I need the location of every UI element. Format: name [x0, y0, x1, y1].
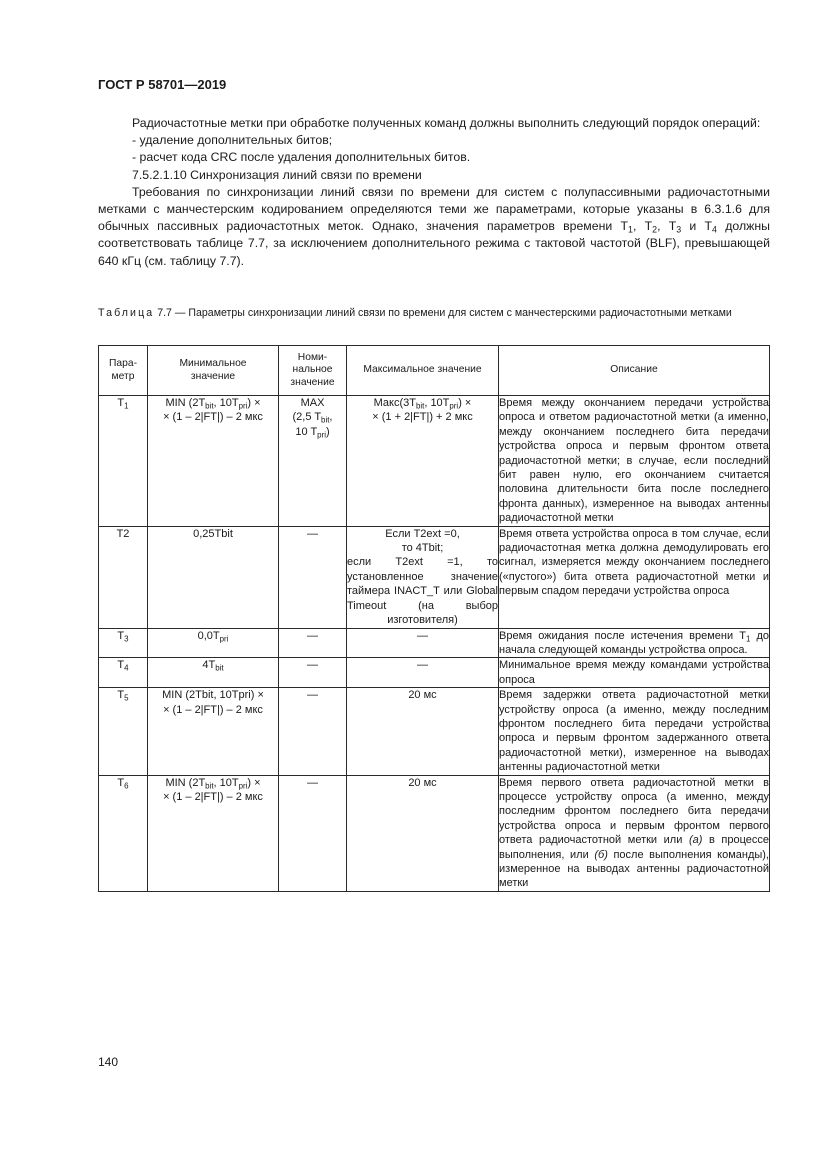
list-item: - расчет кода CRC после удаления дополнительных битов. [132, 150, 471, 165]
table-row [99, 688, 770, 775]
cell-nom: — [279, 688, 347, 775]
header-param: Пара- метр [99, 346, 148, 396]
page-number: 140 [98, 1055, 119, 1069]
cell-max: — [347, 628, 499, 658]
table-header-row [99, 346, 770, 396]
paragraph-operations: Радиочастотные метки при обработке полученных команд должны выполнить следующий порядок операций: [132, 116, 761, 130]
cell-nom: — [279, 775, 347, 891]
cell-param: $T_6$ [99, 775, 148, 891]
cell-nom: — [279, 658, 347, 688]
paragraph-requirements: Требования по синхронизации линий связи по времени для систем с полупассивными радиочастотными метками с манчестерским кодированием определяются теми же параметрами, которые указаны в 6.3.1.6 для обычных пассивных радиочастотных меток. Однако, значения параметров времени $Т_1$, $Т_2$, $Т_3$ и $Т_4$ должны соответствовать таблице 7.7, за исключением дополнительного режима с тактовой частотой (BLF), превышающей 640 кГц (см. таблицу 7.7). [98, 184, 770, 268]
cell-min: 0,25Tbit [148, 526, 279, 628]
cell-desc: Время ответа устройства опроса в том случае, если радиочастотная метка должна демодулировать его сигнал, измеряется между окончанием последнего («пустого») бита ответа радиочастотной метки и первым спадом передачи устройства опроса [499, 526, 770, 628]
cell-max: 20 мс [347, 775, 499, 891]
cell-min: MIN ($2T_{bit}$, $10T_{pri}$) × × (1 – 2|FT|) – 2 мкс [148, 396, 279, 527]
body-text [98, 115, 770, 270]
cell-nom: — [279, 628, 347, 658]
table-row [99, 526, 770, 628]
cell-param: $T_3$ [99, 628, 148, 658]
cell-desc: Время задержки ответа радиочастотной метки устройству опроса (а именно, между последним фронтом последнего бита передачи устройства опроса и первым фронтом задержанного ответа радиочастотной метки), измеренное на выводах антенны радиочастотной метки [499, 689, 769, 774]
cell-min: $0,0T_{pri}$ [148, 628, 279, 658]
cell-max: — [347, 658, 499, 688]
cell-max: $Макс(3T_{bit}$, $10T_{pri}$) × × (1 + 2|FT|) + 2 мкс [347, 396, 499, 527]
table-row [99, 775, 770, 891]
cell-desc: Время ожидания после истечения времени $T_1$ до начала следующей команды устройства опроса. [499, 629, 769, 656]
cell-min: $4T_{bit}$ [148, 658, 279, 688]
timing-parameters-table [98, 345, 770, 892]
list-item: - удаление дополнительных битов; [132, 133, 333, 148]
header-desc: Описание [499, 346, 770, 396]
table-caption-text: 7.7 — Параметры синхронизации линий связи по времени для систем с манчестерскими радиочастотными метками [154, 307, 732, 319]
table-row [99, 396, 770, 527]
cell-nom: — [279, 526, 347, 628]
cell-param: $T_4$ [99, 658, 148, 688]
cell-max: 20 мс [347, 688, 499, 775]
cell-desc: Минимальное время между командами устройства опроса [499, 659, 769, 686]
table-caption [98, 306, 770, 320]
cell-max: Если T2ext =0, то 4Tbit; если T2ext =1, то установленное значение таймера INACT_T или Global Timeout (на выбор изготовителя) [347, 527, 498, 627]
table-row [99, 628, 770, 658]
cell-param: T2 [99, 526, 148, 628]
document-header: ГОСТ Р 58701—2019 [98, 77, 227, 92]
cell-min: MIN (2Tbit, 10Tpri) × × (1 – 2|FT|) – 2 мкс [148, 688, 279, 775]
cell-nom: MAX (2,5 $T_{bit}$, 10 $T_{pri}$) [279, 396, 347, 527]
table-row [99, 658, 770, 688]
cell-param: $T_5$ [99, 688, 148, 775]
section-heading: 7.5.2.1.10 Синхронизация линий связи по времени [132, 167, 422, 182]
cell-desc: Время первого ответа радиочастотной метки в процессе устройству опроса (а именно, между последним фронтом последнего бита передачи устройства опроса и первым фронтом первого ответа радиочастотной метки или (а) в процессе выполнения, или (б) после выполнения команды), измеренное на выводах антенны радиочастотной метки [499, 776, 769, 890]
cell-min: MIN ($2T_{bit}$, $10T_{pri}$) × × (1 – 2|FT|) – 2 мкс [148, 775, 279, 891]
cell-param: $T_1$ [99, 396, 148, 527]
header-nom: Номи- нальное значение [279, 346, 347, 396]
cell-desc: Время между окончанием передачи устройства опроса и ответом радиочастотной метки (а именно, между окончанием последнего бита передачи устройства опроса и первым фронтом ответа радиочастотной метки; в случае, если последний бит равен нулю, его окончанием считается половина длительности бита после последнего фронта данных), измеренное на выводах антенны радиочастотной метки [499, 397, 769, 525]
header-min: Минимальное значение [148, 346, 279, 396]
table-caption-label: Таблица [98, 307, 155, 319]
header-max: Максимальное значение [347, 346, 499, 396]
